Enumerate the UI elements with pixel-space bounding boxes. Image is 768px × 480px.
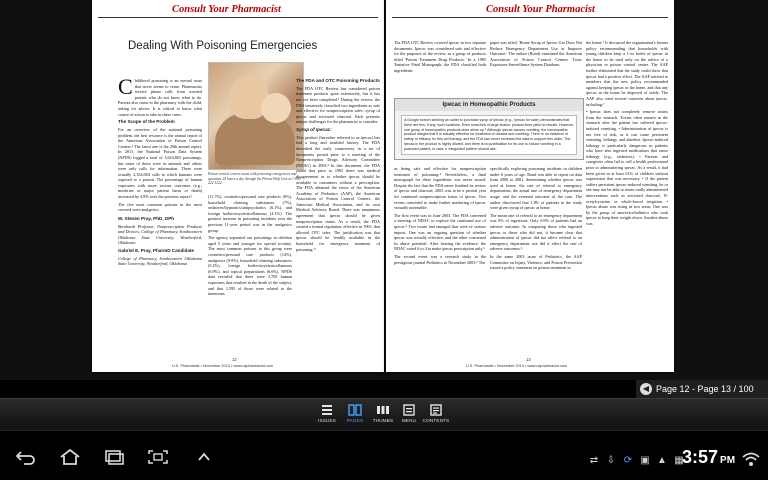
contents-button[interactable] xyxy=(420,401,452,429)
pages-button[interactable] xyxy=(342,401,368,429)
left-column-3 xyxy=(296,78,380,360)
screenshot-icon[interactable] xyxy=(146,449,170,465)
paragraph: The mean rate of referral to an emergency department was 9% of ingestions. Only 0.6% of patients had an adverse outcome. In comparing those who ingested ipecac to those who did not, it became clear that administration of ipecac did not affect referral to an emergency department, nor did it affect the rate of adverse outcomes.⁶ xyxy=(490,212,582,252)
issues-icon xyxy=(320,403,334,417)
paragraph: as being safe and effective for nonprescription treatment of poisoning.⁴ Nevertheless, a final monograph for these ingredients was never issued. Despite the fact that the FDA never finished its review of ipecac and charcoal, 2003 was to be a pivotal year for continued nonprescription status of ipecac. Two events coincided to make further marketing of ipecac virtually unfeasible. xyxy=(394,166,486,211)
download-icon: ⇩ xyxy=(606,455,616,466)
paragraph: The FDA OTC Review covered ipecac in two separate documents. Ipecac was considered safe and effective for the purposes of the review, as a group of products titled 'Poison Treatment Drug Products.' In a 1985 Tentative Final Monograph, the FDA classified both ingredients xyxy=(394,40,486,73)
page-footer: U.S. Pharmacist • November 2013 • www.uspharmacist.com xyxy=(172,364,274,368)
right-column-1-top xyxy=(394,40,486,96)
paragraph: specifically exploring poisoning incidents in children under 6 years of age. Bond was able to report on data from 2000 to 2001, determining whether ipecac was used at home, the rate of referral to emergency departments, the actual rate of emergency department usage, and the eventual outcome of the case. The author discovered that 1.8% of patients in the study were given syrup of ipecac at home. xyxy=(490,166,582,211)
image-icon: ▲ xyxy=(657,455,667,466)
subheading: The Scope of the Problem xyxy=(118,119,175,125)
author-name: W. Steven Pray, PhD, DPh xyxy=(118,215,175,221)
contents-icon xyxy=(429,403,443,417)
left-column-2 xyxy=(208,194,292,360)
thumbs-button[interactable] xyxy=(368,401,398,429)
thumbs-label: THUMBS xyxy=(372,418,394,423)
left-column-1 xyxy=(118,74,202,360)
author-detail: College of Pharmacy, Southwestern Oklahoma State University, Weatherford, Oklahoma xyxy=(118,255,202,267)
menu-button[interactable] xyxy=(396,401,422,429)
thumbs-icon xyxy=(376,403,390,417)
paragraph: In the same 2003 issue of Pediatrics, the AAP Committee on Injury, Violence, and Poison Prevention issued a policy statement on poison treatment in xyxy=(490,253,582,271)
magazine-brand: Consult Your Pharmacist xyxy=(172,4,281,15)
sync-icon: ⟳ xyxy=(623,455,633,466)
right-column-1-bottom xyxy=(394,166,486,362)
usb-icon: ⇄ xyxy=(589,455,599,466)
page-indicator[interactable] xyxy=(636,380,768,398)
pages-label: PAGES xyxy=(346,418,364,423)
photo-caption: Poison control centers assist with poisoning emergencies and questions 24 hours a day through the Poison Help Line at 1-800-222-1222. xyxy=(208,172,302,186)
caret-up-icon[interactable] xyxy=(192,449,216,465)
right-column-2-bottom xyxy=(490,166,582,362)
article-title: Dealing With Poisoning Emergencies xyxy=(128,40,318,52)
menu-label: MENU xyxy=(401,418,417,423)
photo-figure-child xyxy=(261,93,291,123)
back-arrow-icon[interactable]: ◀ xyxy=(640,383,652,395)
pages-icon xyxy=(348,403,362,417)
paragraph: the home.⁷ It discussed the organization's former policy recommending that households with young children keep a 1-oz bottle of ipecac in the home to be used only on the advice of a physician or poison control center. The AAP further elaborated that the study could show that ipecac had a positive effect. The AAP advised to members that the new policy recommended against keeping ipecac in the home, and that any ipecac in the home be disposed of safely. The AAP also cited several concerns about ipecac, including:⁷ xyxy=(586,40,668,107)
clock-time: 3:57 xyxy=(682,447,719,467)
bullet-list: • Ipecac does not completely remove toxins from the stomach. Toxins often remain in the stomach after the patient has suffered ipecac-induced vomiting. • Administration of ipecac is not free of risk, as it can cause persistent vomiting, lethargy, and diarrhea. Ipecac-induced lethargy is particularly dangerous in patients who have also ingested medications that cause lethargy (e.g., sedatives). • Parents and caregivers often fail to call a health professional prior to administering ipecac. As a result, it had been given in at least 61% of children without supervision that was necessary. • If the patient suffers persistent ipecac-induced vomiting, he or she may not be able to retain orally administered interventions such as activated charcoal, N-acetylcysteine, or whole-bowel irrigation. • Ipecac abuse was rising in two areas. One was by the group of anorexics/bulimics who took ipecac to keep their weight down. Another abuse was xyxy=(586,109,668,226)
dropcap: C xyxy=(118,74,133,99)
article-photo xyxy=(208,62,304,170)
right-column-3 xyxy=(586,40,668,362)
paragraph: The agency separated out poisonings in children aged 5 years and younger for special scrutiny. The most common poisons in this group were cosmetics/personal care products (14%), analgesics (9.9%), household cleaning substances (9.2%), foreign bodies/toys/miscellaneous (6.9%), and topical preparations (6.6%). NPDS data revealed that there were 2,705 human exposures that resulted in the death of the subject, and that 1,595 of those were related to the intentions. xyxy=(208,235,292,297)
paragraph: (11.7%), cosmetics/personal care products (8%), household cleaning substances (7%), sedatives/hypnotics/antipsychotics (6.1%), and foreign bodies/toys/miscellaneous (4.1%). The greatest increase in poisoning incidents over the previous 11-year period was in the analgesics group. xyxy=(208,194,292,233)
right-column-2-top xyxy=(490,40,582,96)
paragraph: The FDA OTC Review has considered poison treatment products quite extensively, but it has not yet been completed.² During the review, the FDA tentatively classified two ingredients as safe and effective for nonprescription sales: syrup of ipecac and activated charcoal. Each presents unique challenges for the pharmacist to consider. xyxy=(296,85,380,125)
subheading: Syrup of Ipecac: xyxy=(296,126,332,132)
box-title: Ipecac in Homeopathic Products xyxy=(395,99,583,111)
system-bar xyxy=(0,430,768,480)
reader-toolbar xyxy=(0,398,768,430)
subheading: The FDA and OTC Poisoning Products xyxy=(296,78,380,83)
status-icons xyxy=(588,453,690,469)
paragraph: This product (hereafter referred to as ipecac) has had a long and troubled history. The FDA described the early controversy in a set of documents posted prior to a meeting of the Nonprescription Drugs Advisory Committee (NDAC) in 2003.³ In this document, the FDA stated that prior to 1965 there was medical disagreement as to whether ipecac should be available to consumers without a prescription. The FDA obtained the views of the American Academy of Pediatrics (AAP), the American Association of Poison Control Centers, the American Medical Association, and its own Medical Advisory Board. There was unanimous agreement that ipecac should be given nonprescription status. As a result, the FDA created a formal regulation, effective in 1965, that allowed OTC sales. The justification was that ipecac should be 'readily available in the household for emergency treatment of poisoning.'³ xyxy=(296,134,380,252)
paragraph: The second event was a research study in the prestigious journal Pediatrics in November 2003.⁶ The xyxy=(394,253,486,265)
paragraph: The five most common poisons in the most covered were analgesics xyxy=(118,201,202,213)
status-clock xyxy=(682,447,735,468)
box-text: A Google search seeking an outlet to purchase syrup of ipecac (e.g., 'ipecac for sale') demonstrates that there are few, if any, such locations. Even searches of large chains' product lines yield no results. However, one group of homeopathic products does show up.⁹ Although ipecac causes vomiting, the homeopathic product alleges that it is actually effective for treatment of nausea and vomiting. There is no evidence of safety or efficacy for this old therapy, and the FDA has never reviewed the data to support this claim. The ipecac in the product is highly diluted, and there is no justification for its use to induce vomiting in a poisoned patient, in case a 'misguided patient' should ask. xyxy=(401,115,577,155)
page-number: 13 xyxy=(526,357,531,362)
author-name: Gabriel E. Pray, PharmD Candidate xyxy=(118,248,194,254)
wifi-icon xyxy=(742,451,760,467)
paragraph: The first event was in June 2003. The FDA convened a meeting of NDAC to explore the continued use of ipecac.³ Two issues had emerged that were of serious import. One was an ongoing question of whether ipecac was actually effective, and the other concerned its abuse potential. After hearing the evidence, the NDAC voted 6 to 4 to make ipecac prescription only.⁵ xyxy=(394,212,486,252)
issues-label: ISSUES xyxy=(317,418,337,423)
page-right[interactable] xyxy=(386,0,674,372)
page-number: 12 xyxy=(232,357,237,362)
page-left[interactable] xyxy=(92,0,384,372)
page-indicator-text: Page 12 - Page 13 / 100 xyxy=(656,384,754,394)
back-icon[interactable] xyxy=(14,449,38,465)
recent-apps-icon[interactable] xyxy=(102,449,126,465)
paragraph: For an overview of the national poisoning problem, the best resource is the annual report of the American Association of Poison Control Centers.¹ The latest one is the 29th annual report. In 2011, the National Poison Data System (NPDS) logged a total of 3,624,863 poisonings, but some of these were in animals and others were only calls for information. There were actually 2,334,004 calls in which humans were exposed to a poison. The percentage of human exposures with more serious outcomes (e.g., moderate or major patient harm or death) increased by 4.8% over the previous report.¹ xyxy=(118,126,202,200)
paragraph: paper was titled, 'Home Syrup of Ipecac Use Does Not Reduce Emergency Department Use or Improve Outcome.' The author (Bond) examined the American Association of Poison Control Centers Toxic Exposures Surveillance System Database, xyxy=(490,40,582,68)
clock-ampm: PM xyxy=(720,455,736,466)
author-detail: Bernhardt Professor, Nonprescription Products and Devices, College of Pharmacy, Southwestern Oklahoma State University, Weatherford, Oklahoma xyxy=(118,223,202,246)
header-rule xyxy=(98,17,378,18)
page-footer: U.S. Pharmacist • November 2013 • www.uspharmacist.com xyxy=(466,364,568,368)
menu-icon xyxy=(402,403,416,417)
ipecac-homeopathic-box xyxy=(394,98,584,160)
notification-icon: ▣ xyxy=(640,455,650,466)
magazine-brand: Consult Your Pharmacist xyxy=(486,4,595,15)
gallery-icon: ▦ xyxy=(674,455,684,466)
contents-label: CONTENTS xyxy=(422,418,450,423)
issues-button[interactable] xyxy=(314,401,340,429)
home-icon[interactable] xyxy=(58,449,82,465)
header-rule xyxy=(392,17,668,18)
paragraph: hildhood poisoning is an eternal issue that never seems to cease. Pharmacists receive phone calls from worried parents who do not know what to do. Parents also come to the pharmacy with the child, asking for advice. It is critical to know what course of action to take in these cases. xyxy=(118,78,202,117)
